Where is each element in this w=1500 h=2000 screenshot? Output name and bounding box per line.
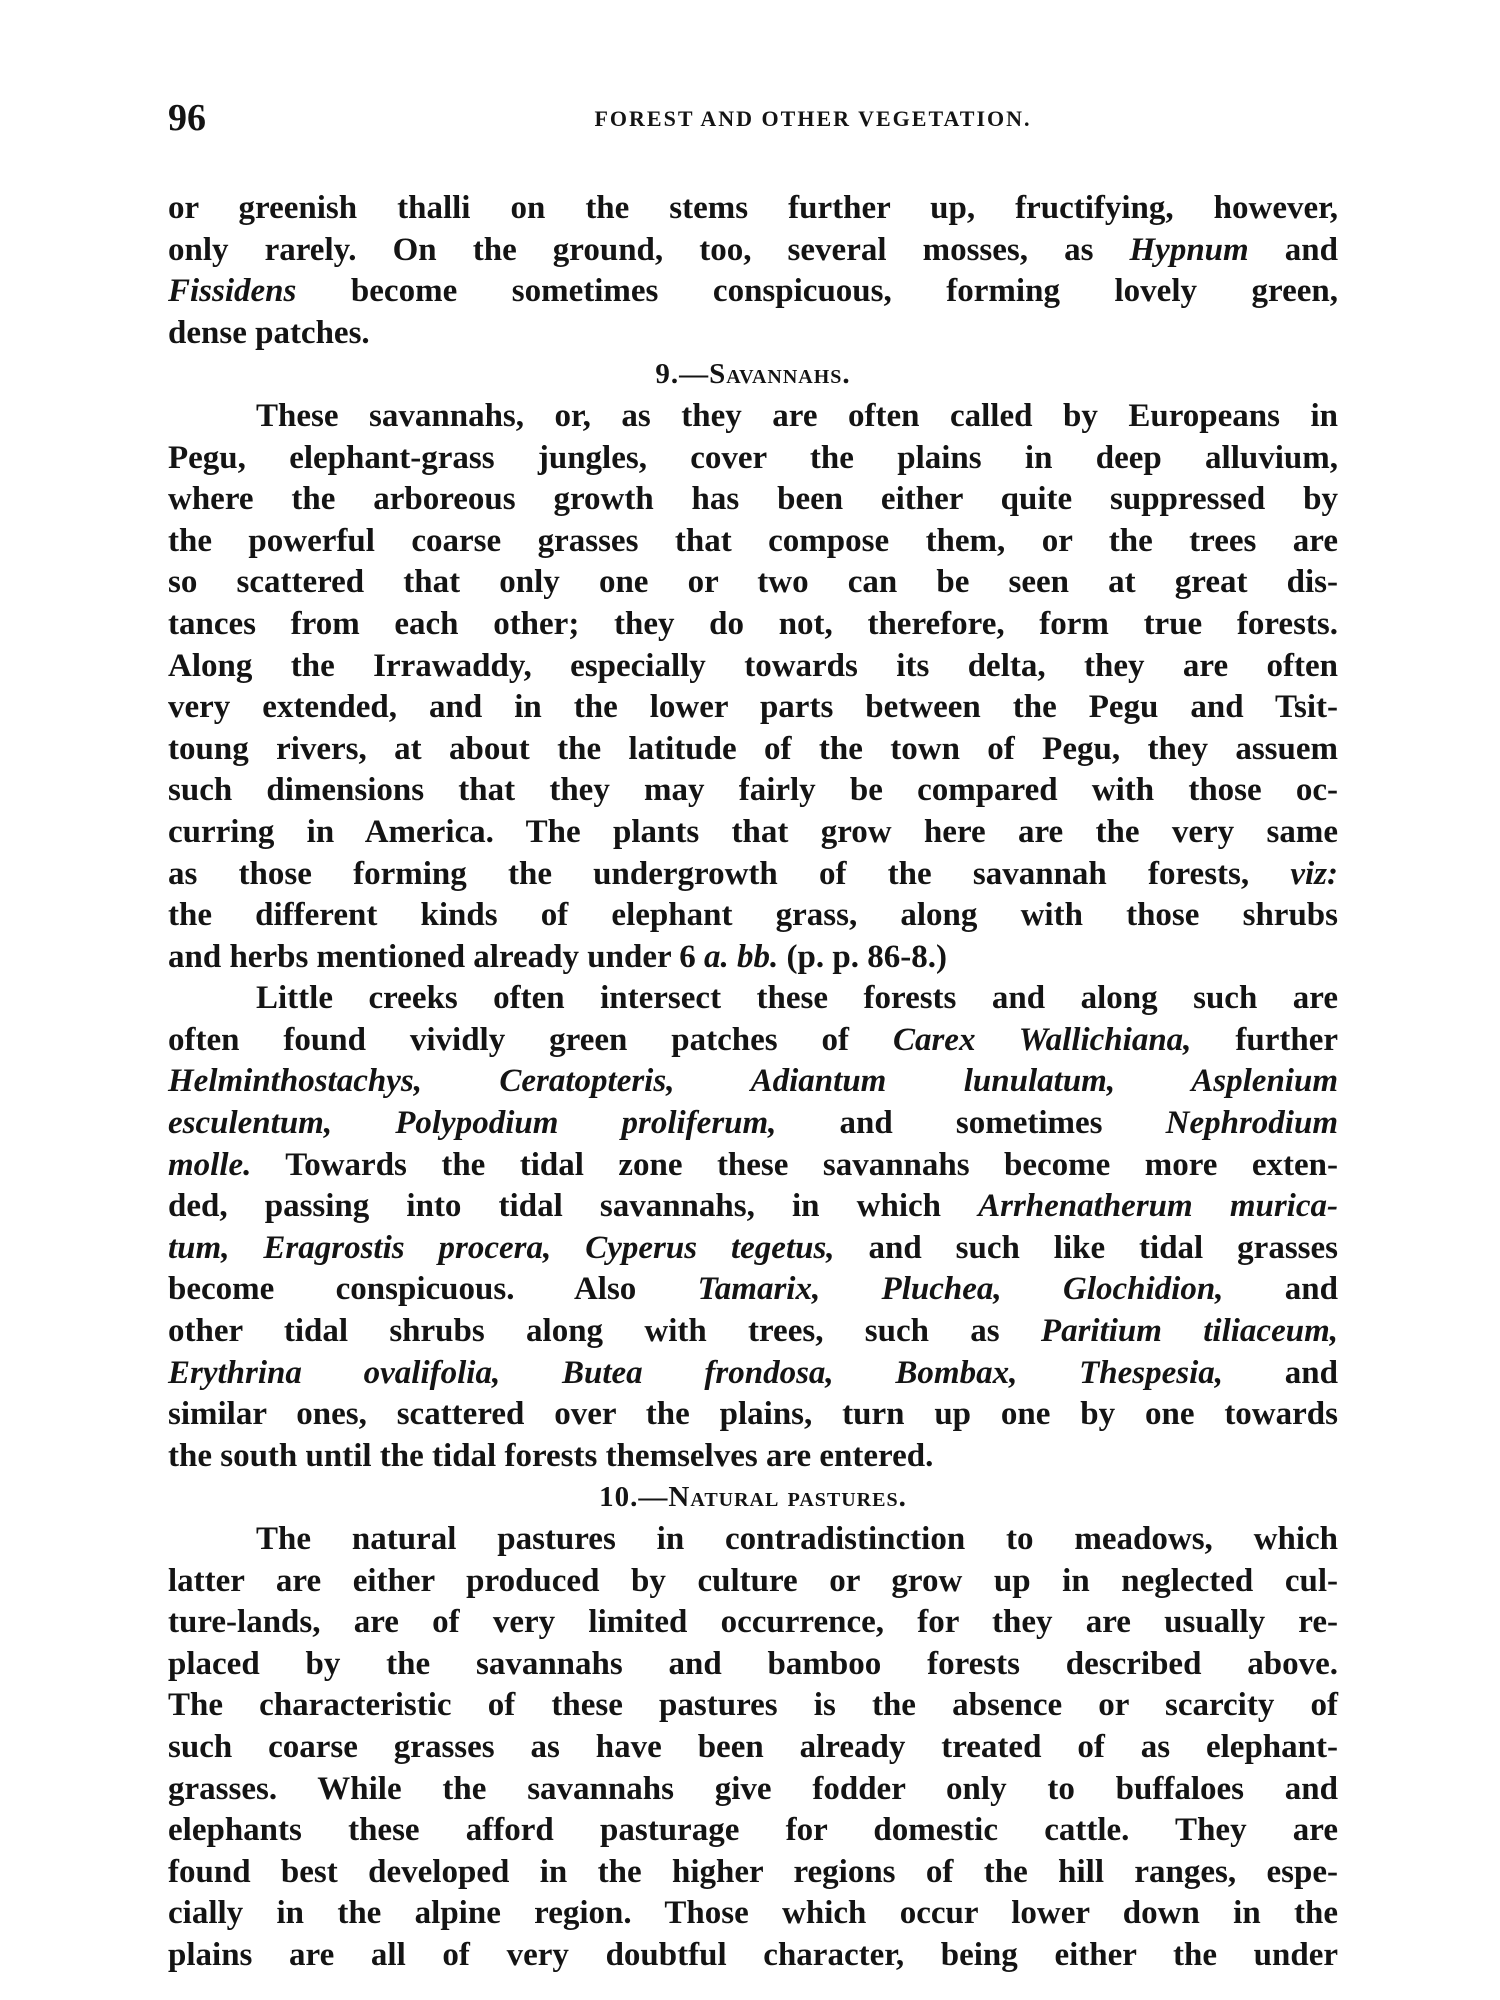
text-line: only rarely. On the ground, too, several mosses, as Hypnum and [168,231,1338,268]
text-line: or greenish thalli on the stems further up, fructifying, however, [168,190,1338,226]
text-line: esculentum, Polypodium proliferum, and sometimes Nephrodium [168,1105,1338,1142]
section-heading-savannahs: 9.—Savannahs. [655,358,851,391]
text-line: cially in the alpine region. Those which occur lower down in the [168,1895,1338,1932]
text-line: other tidal shrubs along with trees, such as Paritium tiliaceum, [168,1313,1338,1350]
body-text [168,188,1338,1977]
latin-abbreviation: viz: [1290,855,1338,892]
species-name: tum, Eragrostis procera, Cyperus tegetus, [168,1229,835,1266]
text-line: Erythrina ovalifolia, Butea frondosa, Bombax, Thespesia, and [168,1354,1338,1391]
species-name: Tamarix, Pluchea, Glochidion, [697,1271,1224,1308]
text-line: grasses. While the savannahs give fodder only to buffaloes and [168,1770,1338,1807]
text-line: tances from each other; they do not, therefore, form true forests. [168,605,1338,642]
text-line: where the arboreous growth has been either quite suppressed by [168,481,1338,518]
text-line: very extended, and in the lower parts between the Pegu and Tsit- [168,689,1338,726]
text-line: so scattered that only one or two can be seen at great dis- [168,564,1338,601]
text-line: Along the Irrawaddy, especially towards its delta, they are often [168,647,1338,684]
running-head: FOREST AND OTHER VEGETATION. [594,106,1032,131]
text-line: curring in America. The plants that grow here are the very same [168,813,1338,850]
text-line: the south until the tidal forests themselves are entered. [168,1437,934,1474]
text-line: ded, passing into tidal savannahs, in which Arrhenatherum murica- [168,1188,1338,1225]
text-line: The characteristic of these pastures is the absence or scarcity of [168,1687,1338,1724]
species-name: Arrhenatherum murica- [978,1188,1338,1225]
text-line: the powerful coarse grasses that compose them, or the trees are [168,522,1338,559]
paragraph-pastures [168,1519,1338,1977]
paragraph-savannahs [168,396,1338,978]
text-line: become conspicuous. Also Tamarix, Pluchea, Glochidion, and [168,1271,1338,1308]
book-page [168,96,1338,1977]
species-name: Carex Wallichiana, [892,1021,1192,1058]
species-name: molle. [168,1146,252,1183]
text-line: toung rivers, at about the latitude of the town of Pegu, they assuem [168,730,1338,767]
paragraph-creeks [168,978,1338,1477]
species-name: Hypnum [1129,231,1249,268]
species-name: Helminthostachys, Ceratopteris, Adiantum lunulatum, Asplenium [168,1063,1338,1100]
text-line: tum, Eragrostis procera, Cyperus tegetus, and such like tidal grasses [168,1229,1338,1266]
text-line: found best developed in the higher regions of the hill ranges, espe- [168,1853,1338,1890]
page-number: 96 [168,97,206,139]
text-line: as those forming the undergrowth of the savannah forests, viz: [168,855,1338,892]
text-line: and herbs mentioned already under 6 a. bb. (p. p. 86-8.) [168,938,947,975]
page-header [168,96,1338,148]
species-name: esculentum, Polypodium proliferum, [168,1105,777,1142]
text-line: These savannahs, or, as they are often called by Europeans in [256,397,1338,434]
text-line: often found vividly green patches of Carex Wallichiana, further [168,1021,1338,1058]
species-name: Erythrina ovalifolia, Butea frondosa, Bombax, Thespesia, [168,1354,1224,1391]
text-line: ture-lands, are of very limited occurrence, for they are usually re- [168,1604,1338,1641]
text-line: dense patches. [168,314,370,351]
text-line: placed by the savannahs and bamboo forests described above. [168,1645,1338,1682]
text-line: the different kinds of elephant grass, along with those shrubs [168,897,1338,934]
text-line: elephants these afford pasturage for domestic cattle. They are [168,1812,1338,1849]
text-line: molle. Towards the tidal zone these savannahs become more exten- [168,1146,1338,1183]
text-line: latter are either produced by culture or grow up in neglected cul- [168,1562,1338,1599]
paragraph-mosses [168,188,1338,354]
species-name: Fissidens [168,273,297,310]
text-line [168,1061,1338,1103]
text-line: Fissidens become sometimes conspicuous, forming lovely green, [168,273,1338,310]
text-line: such coarse grasses as have been already treated of as elephant- [168,1728,1338,1765]
section-heading-natural-pastures: 10.—Natural pastures. [599,1481,907,1514]
reference-label: a. bb. [704,938,779,975]
text-line: Little creeks often intersect these forests and along such are [256,980,1338,1017]
species-name: Paritium tiliaceum, [1040,1313,1338,1350]
text-line: Pegu, elephant-grass jungles, cover the plains in deep alluvium, [168,439,1338,476]
text-line: plains are all of very doubtful character, being either the under [168,1936,1338,1973]
species-name: Nephrodium [1165,1105,1338,1142]
text-line: similar ones, scattered over the plains, turn up one by one towards [168,1396,1338,1433]
text-line: The natural pastures in contradistinction to meadows, which [256,1521,1338,1557]
text-line: such dimensions that they may fairly be compared with those oc- [168,772,1338,809]
